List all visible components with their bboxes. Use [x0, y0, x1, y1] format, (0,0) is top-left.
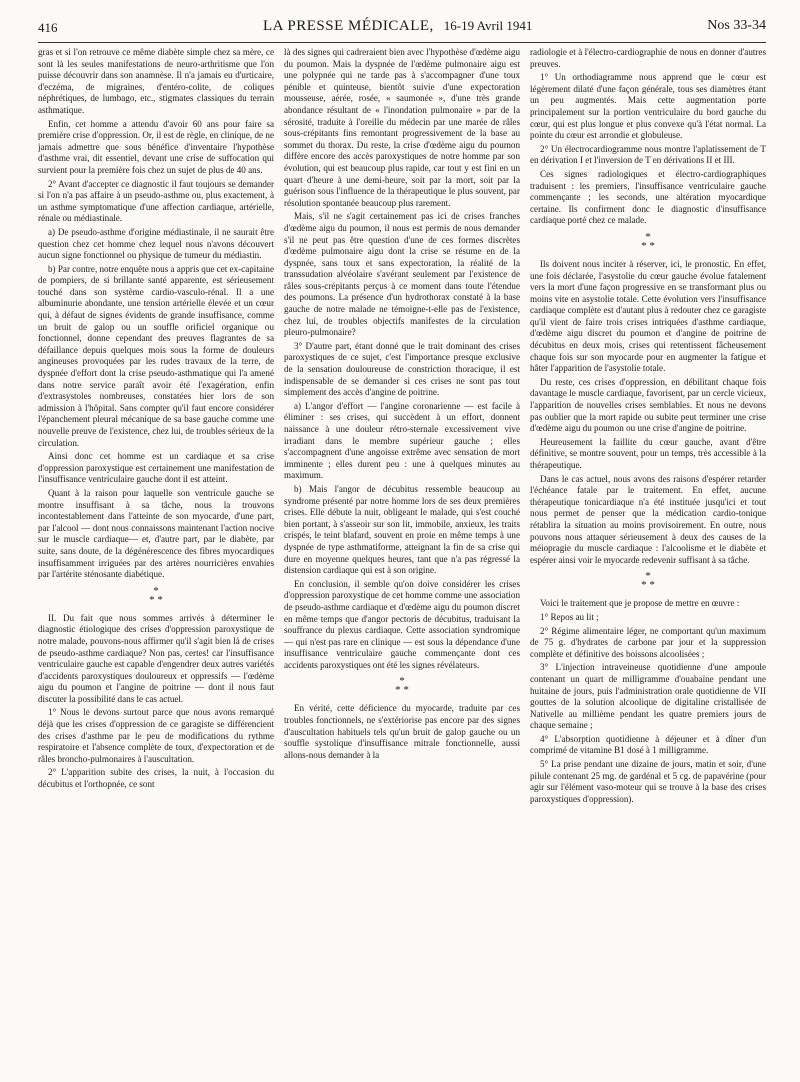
paragraph: Voici le traitement que je propose de mettre en œuvre : [540, 598, 740, 609]
section-separator: * * * [641, 570, 655, 592]
paragraph: En vérité, cette déficience du myocarde, traduite par ces troubles fonctionnels, ne s'extériorise pas encore par des signes d'auscultation habituels tels qu'un bruit de galop gauche ou un souffle systolique d'insuffisance mitrale fonctionnelle, aussi allons-nous demander à la [284, 703, 520, 760]
paragraph: Mais, s'il ne s'agit certainement pas ici de crises franches d'œdème aigu du poumon, il nous est permis de nous demander s'il ne peut pas être question d'une de ces formes discrètes d'œdème pulmonaire aigu dont la crise se résume en de la dyspnée, sans toux et sans expectoration, la réalité de la transsudation alvéolaire s'avérant seulement par l'existence de râles sous-crépitants perçus à ce moment dans toute l'étendue des poumons. La présence d'un hydrothorax constaté à la base gauche de notre malade ne témoigne-t-elle pas de l'existence, chez lui, de troubles objectifs manifestes de la circulation pleuro-pulmonaire? [284, 211, 520, 338]
treatment-item: 4° L'absorption quotidienne à déjeuner et à dîner d'un comprimé de vitamine B1 dosé à 1 milligramme. [530, 733, 766, 756]
paragraph: b) Mais l'angor de décubitus ressemble beaucoup au syndrome présenté par notre homme lors de ses deux premières crises. Elle débute la nuit, obligeant le malade, qui s'est couché bien portant, à s'asseoir sur son lit, immobile, anxieux, les traits crispés, le teint blafard, souvent en proie en même temps à une dyspnée de type asthmatiforme, atteignant la fin de sa crise qui dure en moyenne quelques heures, tant que n'a pas régressé la distension cardiaque qui est à son origine. [284, 483, 520, 576]
paragraph: 2° Avant d'accepter ce diagnostic il faut toujours se demander si l'on n'a pas affaire à un pseudo-asthme ou, plus exactement, à un asthme symptomatique d'une affection cardiaque, artérielle, rénale ou médiastinale. [38, 178, 274, 224]
paragraph: 1° Nous le devons surtout parce que nous avons remarqué déjà que les crises d'oppression de ce garagiste se différencient des crises d'asthme par le peu de modifications du rythme respiratoire et l'absence complète de toux, d'expectoration et de râles broncho-pulmonaires à l'auscultation. [38, 707, 274, 764]
page-number: 416 [38, 20, 58, 35]
paragraph: 2° L'apparition subite des crises, la nuit, à l'occasion du décubitus et l'orthopnée, ce sont [38, 767, 274, 790]
column-2 [284, 47, 520, 1065]
paragraph: Ainsi donc cet homme est un cardiaque et sa crise d'oppression paroxystique est certainement une manifestation de l'insuffisance ventriculaire gauche dont il est atteint. [38, 451, 274, 485]
section-separator: * * * [641, 230, 655, 252]
section-separator: * * * [149, 584, 163, 606]
paragraph: radiologie et à l'électro-cardiographie de nous en donner d'autres preuves. [530, 47, 766, 69]
page-header [38, 18, 766, 43]
paragraph: Ces signes radiologiques et électro-cardiographiques traduisent : les premiers, l'insuffisance ventriculaire gauche commençante ; les seconds, une altération myocardique certaine. Ils confirment donc le diagnostic d'insuffisance cardiaque porté chez ce malade. [530, 168, 766, 226]
paragraph: gras et si l'on retrouve ce même diabète simple chez sa mère, ce sont là les seules manifestations de neuro-arthritisme que l'on puisse découvrir dans son anamnèse. Il n'a jamais eu d'urticaire, d'eczéma, de migraines, d'entéro-colite, de coliques néphrétiques, de lumbago, etc., stigmates classiques du terrain asthmatique. [38, 47, 274, 115]
paragraph: a) L'angor d'effort — l'angine coronarienne — est facile à éliminer : ses crises, qui succèdent à un effort, donnent naissance à une douleur rétro-sternale excessivement vive irradiant dans le membre supérieur gauche ; elles s'accompagnent d'une angoisse extrême avec sensation de mort imminente ; elles durent peu : une à quelques minutes au maximum. [284, 400, 520, 481]
column-1 [38, 47, 274, 1065]
journal-title [263, 18, 532, 35]
issue-number: Nos 33-34 [707, 18, 766, 33]
paragraph: Quant à la raison pour laquelle son ventricule gauche se montre insuffisant à sa tâche, nous la trouvons incontestablement dans l'atteinte de son myocarde, d'une part, par l'alcool — dont nous connaissons maintenant l'action nocive sur le muscle cardiaque— et, d'autre part, par le diabète, par suite, sans doute, de la dégénérescence des fibres myocardiques insuffisamment irriguées par des artères nourricières envahies par l'artérite sténosante diabétique. [38, 487, 274, 580]
paragraph: 1° Un orthodiagramme nous apprend que le cœur est légèrement dilaté d'une façon générale, tous ses diamètres étant un peu augmentés. Mais cette augmentation porte principalement sur la portion ventriculaire du bord gauche du cœur, qui est plus longue et plus convexe qu'à l'état normal. La pointe du cœur est arrondie et globuleuse. [530, 72, 766, 141]
journal-page [38, 18, 766, 1068]
treatment-item: 5° La prise pendant une dizaine de jours, matin et soir, d'une pilule contenant 25 mg. de gardénal et 5 cg. de papavérine (pour agir sur l'élément vaso-moteur qui se trouve à la base des crises paroxystiques d'oppression). [530, 759, 766, 804]
treatment-item: 2° Régime alimentaire léger, ne comportant qu'un maximum de 75 g. d'hydrates de carbone par jour et la suppression complète et définitive des boissons alcoolisées ; [530, 625, 766, 659]
paragraph: En conclusion, il semble qu'on doive considérer les crises d'oppression paroxystique de cet homme comme une association de pseudo-asthme cardiaque et d'œdème aigu du poumon discret en même temps que d'angor pectoris de décubitus, traduisant la souffrance du plexus cardiaque. Cette association syndromique — qui n'est pas rare en clinique — est sous la dépendance d'une insuffisance ventriculaire gauche commençante dont ces accidents paroxystiques ont été les signes révélateurs. [284, 578, 520, 670]
paragraph: 2° Un électrocardiogramme nous montre l'aplatissement de T en dérivation I et l'inversion de T en dérivations II et III. [530, 143, 766, 166]
column-3 [530, 47, 766, 1065]
paragraph: Ils doivent nous inciter à réserver, ici, le pronostic. En effet, une fois déclarée, l'asystolie du cœur gauche évolue fatalement vers la mort d'une façon progressive en se transformant plus ou moins vite en asystolie totale. Cette évolution vers l'insuffisance cardiaque complète est d'autant plus à redouter chez ce garagiste qu'il vient de faire trois crises intriquées d'asthme cardiaque, d'œdème aigu discret du poumon et d'angine de poitrine de décubitus en deux mois, crises qui retentissent fâcheusement chaque fois sur son myocarde pour en augmenter la fatigue et hâter l'apparition de l'asystolie totale. [530, 258, 766, 374]
article-columns [38, 47, 766, 1065]
section-separator: * * * [395, 675, 409, 697]
issue-date: 16-19 Avril 1941 [443, 18, 533, 33]
paragraph: b) Par contre, notre enquête nous a appris que cet ex-capitaine de pompiers, de si brillante santé apparente, est sérieusement touché dans son système cardio-vasculo-rénal. Il a une albuminurie abondante, une tension artérielle élevée et un cœur qui, à défaut de signes évidents de grande insuffisance, comme un bruit de galop ou un souffle orificiel organique ou fonctionnel, donne cependant des preuves flagrantes de sa défaillance depuis quelques mois sous la forme de douleurs angineuses provoquées par les rudes travaux de la terre, de dyspnée d'effort dont la crise pseudo-asthmatique qui l'a amené dans notre service paraît avoir été l'exagération, enfin d'extrasystoles nombreuses, constatées hier lors de son admission à l'hôpital. Sans compter qu'il faut encore considérer l'épanchement pleural mécanique de sa base gauche comme une nouvelle preuve de l'existence, chez lui, de troubles sérieux de la circulation. [38, 263, 274, 448]
paragraph: II. Du fait que nous sommes arrivés à déterminer le diagnostic étiologique des crises d'oppression paroxystique de notre malade, pouvons-nous affirmer qu'il s'agit bien là de crises de pseudo-asthme cardiaque? Non pas, certes! car l'insuffisance ventriculaire gauche est capable d'engendrer deux autres variétés d'accidents paroxystiques douloureux et oppressifs — l'œdème aigu du poumon et l'angine de poitrine — dont il nous faut discuter la possibilité dans le cas actuel. [38, 612, 274, 704]
paragraph: Du reste, ces crises d'oppression, en débilitant chaque fois davantage le muscle cardiaque, favorisent, par un cercle vicieux, l'apparition de nouvelles crises semblables. Et nous ne devons pas oublier que la mort rapide ou subite peut terminer une crise d'œdème aigu du poumon ou une crise d'angine de poitrine. [530, 376, 766, 434]
paragraph: Dans le cas actuel, nous avons des raisons d'espérer retarder l'échéance fatale par le traitement. En effet, aucune thérapeutique tonicardiaque n'a été instituée jusqu'ici et tout nous permet de penser que la médication cardio-tonique rétablira la situation au moins provisoirement. En outre, nous pouvons nous attaquer sérieusement à deux des causes de la méiopragie du muscle cardiaque : l'alcoolisme et le diabète et espérer ainsi voir le myocarde redevenir suffisant à sa tâche. [530, 473, 766, 565]
treatment-item: 1° Repos au lit ; [540, 611, 599, 622]
paragraph: Enfin, cet homme a attendu d'avoir 60 ans pour faire sa première crise d'oppression. Or, il est de règle, en clinique, de ne jamais admettre que sous bénéfice d'inventaire l'hypothèse d'asthme vrai, dit essentiel, devant une crise de suffocation qui survient pour la première fois chez un sujet de plus de 40 ans. [38, 118, 274, 175]
journal-name: LA PRESSE MÉDICALE, [263, 18, 434, 34]
paragraph: là des signes qui cadreraient bien avec l'hypothèse d'œdème aigu du poumon. Mais la dyspnée de l'œdème pulmonaire aigu est une polypnée qui ne tarde pas à s'accompagner d'une toux pénible et quinteuse, bientôt suivie d'une expectoration mousseuse, aérée, rosée, « saumonée », d'une très grande abondance résultant de « l'inondation pulmonaire » par de la sérosité, traduite à l'oreille du médecin par une marée de râles sous-crépitants fins remontant progressivement de la base au sommet du thorax. Du reste, la crise d'œdème aigu du poumon diffère encore des accès paroxystiques de notre homme par son évolution, qui est beaucoup plus rapide, car tout y est fini en un quart d'heure à une demi-heure, soit par la mort, soit par la guérison sous l'influence de la thérapeutique le plus souvent, par résolution spontanée beaucoup plus rarement. [284, 47, 520, 208]
treatment-item: 3° L'injection intraveineuse quotidienne d'une ampoule contenant un quart de milligramme d'ouabaïne pendant une huitaine de jours, puis l'administration orale quotidienne de VII gouttes de la solution alcoolique de digitaline cristallisée de Nativelle au millième pendant les quatre premiers jours de chaque semaine ; [530, 662, 766, 731]
paragraph: a) De pseudo-asthme d'origine médiastinale, il ne saurait être question chez cet homme chez lequel nous n'avons découvert aucun signe fonctionnel ou physique de tumeur du médiastin. [38, 226, 274, 261]
paragraph: 3° D'autre part, étant donné que le trait dominant des crises paroxystiques de ce sujet, c'est l'importance presque exclusive de la sensation douloureuse de constriction thoracique, il est indispensable de se demander si ces crises ne sont pas tout simplement des accès d'angine de poitrine. [284, 340, 520, 398]
paragraph: Heureusement la faillite du cœur gauche, avant d'être définitive, se montre souvent, pour un temps, très accessible à la thérapeutique. [530, 436, 766, 470]
